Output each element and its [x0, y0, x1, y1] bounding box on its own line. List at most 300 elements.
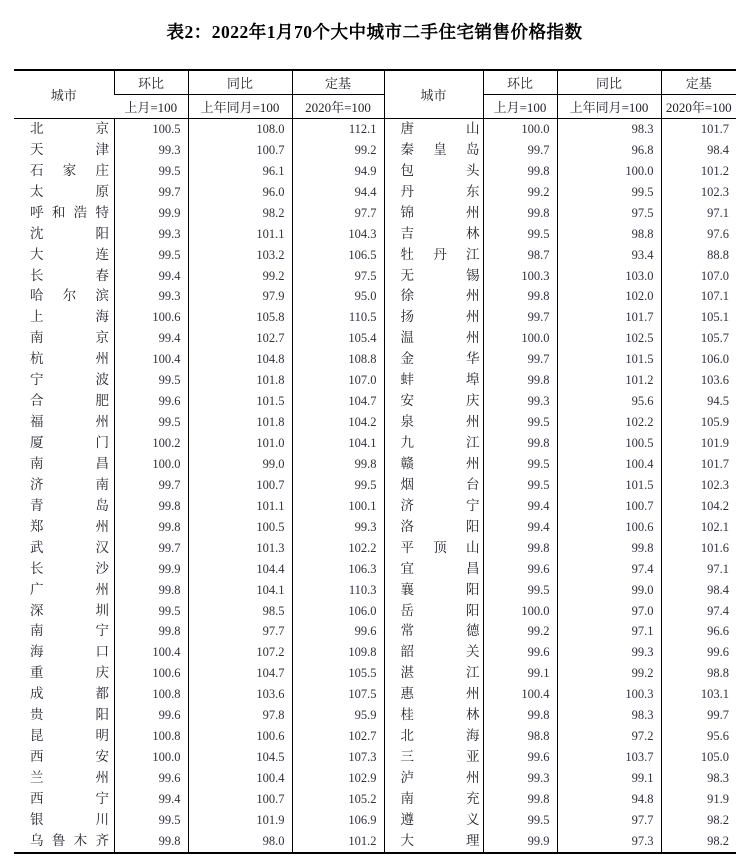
header-mom-left: 环比: [114, 70, 188, 95]
mom-value-left: 99.8: [114, 517, 188, 538]
table-header: [14, 70, 736, 119]
yoy-value-right: 93.4: [557, 245, 661, 266]
city-name: 洛阳: [400, 518, 480, 534]
mom-value-left: 100.2: [114, 433, 188, 454]
fixedbase-value-left: 110.3: [292, 580, 384, 601]
table-row: [14, 726, 736, 747]
mom-value-left: 99.4: [114, 266, 188, 287]
city-cell-right: [384, 810, 483, 831]
table-row: [14, 161, 736, 182]
city-name: 惠州: [400, 686, 480, 702]
mom-value-right: 99.3: [483, 391, 557, 412]
mom-value-left: 99.8: [114, 622, 188, 643]
fixedbase-value-right: 98.2: [661, 831, 736, 853]
table-row: [14, 203, 736, 224]
city-cell-right: [384, 768, 483, 789]
fixedbase-value-right: 99.7: [661, 705, 736, 726]
city-name: 南宁: [30, 623, 109, 639]
mom-value-right: 100.4: [483, 684, 557, 705]
mom-value-left: 99.8: [114, 831, 188, 853]
table-title: 表2：2022年1月70个大中城市二手住宅销售价格指数: [166, 22, 583, 42]
yoy-value-left: 104.5: [188, 747, 292, 768]
city-cell-left: [14, 349, 114, 370]
city-cell-right: [384, 328, 483, 349]
city-cell-left: [14, 140, 114, 161]
city-cell-left: [14, 245, 114, 266]
city-cell-left: [14, 601, 114, 622]
table-row: [14, 831, 736, 853]
city-cell-right: [384, 433, 483, 454]
city-cell-left: [14, 182, 114, 203]
city-name: 合肥: [30, 393, 109, 409]
yoy-value-right: 99.5: [557, 182, 661, 203]
fixedbase-value-right: 98.8: [661, 663, 736, 684]
mom-value-left: 100.8: [114, 726, 188, 747]
fixedbase-value-left: 104.1: [292, 433, 384, 454]
yoy-value-right: 97.1: [557, 622, 661, 643]
city-cell-left: [14, 454, 114, 475]
mom-value-right: 99.5: [483, 412, 557, 433]
city-cell-left: [14, 810, 114, 831]
city-name: 太原: [30, 183, 109, 199]
city-name: 济宁: [400, 497, 480, 513]
mom-value-left: 99.7: [114, 182, 188, 203]
fixedbase-value-right: 101.2: [661, 161, 736, 182]
city-cell-right: [384, 496, 483, 517]
yoy-value-right: 97.5: [557, 203, 661, 224]
city-cell-left: [14, 663, 114, 684]
yoy-value-left: 101.8: [188, 412, 292, 433]
mom-value-right: 99.5: [483, 454, 557, 475]
fixedbase-value-right: 101.9: [661, 433, 736, 454]
yoy-value-right: 100.6: [557, 517, 661, 538]
city-name: 赣州: [400, 455, 480, 471]
city-cell-left: [14, 224, 114, 245]
city-cell-left: [14, 370, 114, 391]
fixedbase-value-left: 99.8: [292, 454, 384, 475]
city-name: 锦州: [400, 204, 480, 220]
mom-value-right: 99.4: [483, 496, 557, 517]
mom-value-left: 99.8: [114, 496, 188, 517]
city-cell-right: [384, 287, 483, 308]
table-row: [14, 705, 736, 726]
mom-value-left: 100.0: [114, 454, 188, 475]
fixedbase-value-left: 104.7: [292, 391, 384, 412]
table-row: [14, 768, 736, 789]
header-yoy-base-right: 上年同月=100: [557, 95, 661, 119]
yoy-value-left: 98.2: [188, 203, 292, 224]
yoy-value-left: 97.9: [188, 287, 292, 308]
fixedbase-value-left: 105.5: [292, 663, 384, 684]
mom-value-left: 99.3: [114, 224, 188, 245]
fixedbase-value-left: 106.0: [292, 601, 384, 622]
fixedbase-value-left: 101.2: [292, 831, 384, 853]
city-name: 包头: [400, 162, 480, 178]
city-name: 蚌埠: [400, 372, 480, 388]
mom-value-left: 100.8: [114, 684, 188, 705]
table-row: [14, 559, 736, 580]
table-row: [14, 601, 736, 622]
yoy-value-right: 99.2: [557, 663, 661, 684]
city-name: 襄阳: [400, 581, 480, 597]
yoy-value-left: 107.2: [188, 642, 292, 663]
city-cell-left: [14, 642, 114, 663]
city-cell-right: [384, 726, 483, 747]
yoy-value-right: 100.5: [557, 433, 661, 454]
city-name: 武汉: [30, 539, 109, 555]
yoy-value-left: 99.2: [188, 266, 292, 287]
table-row: [14, 454, 736, 475]
city-cell-left: [14, 161, 114, 182]
city-cell-left: [14, 538, 114, 559]
mom-value-left: 99.6: [114, 391, 188, 412]
city-cell-left: [14, 391, 114, 412]
yoy-value-right: 97.0: [557, 601, 661, 622]
yoy-value-right: 101.5: [557, 349, 661, 370]
city-cell-right: [384, 266, 483, 287]
city-name: 温州: [400, 330, 480, 346]
city-name: 无锡: [400, 267, 480, 283]
city-cell-left: [14, 831, 114, 853]
yoy-value-right: 97.3: [557, 831, 661, 853]
city-cell-right: [384, 307, 483, 328]
header-fixedbase-base-left: 2020年=100: [292, 95, 384, 119]
city-name: 海口: [30, 644, 109, 660]
fixedbase-value-left: 107.0: [292, 370, 384, 391]
fixedbase-value-left: 102.7: [292, 726, 384, 747]
yoy-value-left: 97.7: [188, 622, 292, 643]
city-cell-left: [14, 684, 114, 705]
fixedbase-value-left: 94.4: [292, 182, 384, 203]
yoy-value-right: 103.0: [557, 266, 661, 287]
yoy-value-left: 104.4: [188, 559, 292, 580]
city-name: 青岛: [30, 497, 109, 513]
fixedbase-value-right: 102.3: [661, 182, 736, 203]
city-cell-right: [384, 601, 483, 622]
table-row: [14, 538, 736, 559]
yoy-value-left: 100.5: [188, 517, 292, 538]
header-fixedbase-right: 定基: [661, 70, 736, 95]
fixedbase-value-left: 102.9: [292, 768, 384, 789]
city-name: 南昌: [30, 455, 109, 471]
fixedbase-value-right: 96.6: [661, 622, 736, 643]
fixedbase-value-right: 98.4: [661, 580, 736, 601]
fixedbase-value-left: 107.5: [292, 684, 384, 705]
city-cell-right: [384, 140, 483, 161]
yoy-value-left: 105.8: [188, 307, 292, 328]
city-name: 兰州: [30, 770, 109, 786]
city-cell-right: [384, 245, 483, 266]
city-cell-right: [384, 789, 483, 810]
table-row: [14, 245, 736, 266]
city-name: 重庆: [30, 665, 109, 681]
yoy-value-left: 101.5: [188, 391, 292, 412]
city-cell-left: [14, 203, 114, 224]
table-row: [14, 496, 736, 517]
table-row: [14, 287, 736, 308]
yoy-value-left: 104.7: [188, 663, 292, 684]
yoy-value-left: 103.6: [188, 684, 292, 705]
yoy-value-left: 101.0: [188, 433, 292, 454]
city-cell-right: [384, 705, 483, 726]
fixedbase-value-right: 99.6: [661, 642, 736, 663]
fixedbase-value-right: 94.5: [661, 391, 736, 412]
mom-value-right: 98.7: [483, 245, 557, 266]
yoy-value-right: 100.3: [557, 684, 661, 705]
city-cell-right: [384, 580, 483, 601]
header-mom-base-left: 上月=100: [114, 95, 188, 119]
fixedbase-value-right: 95.6: [661, 726, 736, 747]
fixedbase-value-right: 105.1: [661, 307, 736, 328]
fixedbase-value-left: 104.2: [292, 412, 384, 433]
city-cell-right: [384, 747, 483, 768]
table-row: [14, 391, 736, 412]
city-cell-left: [14, 705, 114, 726]
city-name: 南充: [400, 790, 480, 806]
city-cell-right: [384, 391, 483, 412]
city-name: 贵阳: [30, 707, 109, 723]
city-name: 牡丹江: [400, 246, 480, 262]
fixedbase-value-left: 100.1: [292, 496, 384, 517]
mom-value-left: 100.6: [114, 307, 188, 328]
mom-value-right: 99.5: [483, 475, 557, 496]
city-name: 广州: [30, 581, 109, 597]
yoy-value-left: 97.8: [188, 705, 292, 726]
city-name: 沈阳: [30, 225, 109, 241]
yoy-value-right: 94.8: [557, 789, 661, 810]
table-row: [14, 663, 736, 684]
yoy-value-left: 104.1: [188, 580, 292, 601]
mom-value-right: 100.3: [483, 266, 557, 287]
city-cell-right: [384, 349, 483, 370]
fixedbase-value-right: 107.0: [661, 266, 736, 287]
yoy-value-right: 98.3: [557, 705, 661, 726]
mom-value-left: 99.5: [114, 810, 188, 831]
yoy-value-right: 102.2: [557, 412, 661, 433]
yoy-value-left: 101.3: [188, 538, 292, 559]
mom-value-right: 99.5: [483, 224, 557, 245]
city-name: 平顶山: [400, 539, 480, 555]
mom-value-right: 99.8: [483, 433, 557, 454]
fixedbase-value-right: 91.9: [661, 789, 736, 810]
city-name: 烟台: [400, 476, 480, 492]
city-name: 石家庄: [30, 162, 109, 178]
city-cell-left: [14, 433, 114, 454]
table-row: [14, 119, 736, 140]
yoy-value-right: 97.7: [557, 810, 661, 831]
city-cell-right: [384, 475, 483, 496]
table-row: [14, 307, 736, 328]
fixedbase-value-left: 105.2: [292, 789, 384, 810]
fixedbase-value-right: 103.6: [661, 370, 736, 391]
city-name: 北海: [400, 728, 480, 744]
city-name: 安庆: [400, 393, 480, 409]
fixedbase-value-left: 106.3: [292, 559, 384, 580]
mom-value-right: 100.0: [483, 601, 557, 622]
city-name: 大连: [30, 246, 109, 262]
city-name: 成都: [30, 686, 109, 702]
city-cell-right: [384, 622, 483, 643]
city-cell-right: [384, 684, 483, 705]
yoy-value-left: 101.8: [188, 370, 292, 391]
yoy-value-right: 97.2: [557, 726, 661, 747]
mom-value-right: 99.4: [483, 517, 557, 538]
yoy-value-left: 98.0: [188, 831, 292, 853]
fixedbase-value-left: 106.5: [292, 245, 384, 266]
mom-value-left: 100.4: [114, 642, 188, 663]
header-yoy-base-left: 上年同月=100: [188, 95, 292, 119]
table-row: [14, 517, 736, 538]
fixedbase-value-left: 108.8: [292, 349, 384, 370]
fixedbase-value-right: 97.1: [661, 559, 736, 580]
city-name: 徐州: [400, 288, 480, 304]
city-name: 郑州: [30, 518, 109, 534]
mom-value-left: 100.0: [114, 747, 188, 768]
city-name: 三亚: [400, 749, 480, 765]
fixedbase-value-right: 97.4: [661, 601, 736, 622]
city-name: 北京: [30, 120, 109, 136]
mom-value-right: 99.9: [483, 831, 557, 853]
city-name: 秦皇岛: [400, 141, 480, 157]
fixedbase-value-left: 99.6: [292, 622, 384, 643]
table-row: [14, 328, 736, 349]
header-fixedbase-base-right: 2020年=100: [661, 95, 736, 119]
city-cell-left: [14, 287, 114, 308]
yoy-value-left: 99.0: [188, 454, 292, 475]
fixedbase-value-left: 99.5: [292, 475, 384, 496]
yoy-value-right: 102.0: [557, 287, 661, 308]
mom-value-right: 99.8: [483, 789, 557, 810]
city-cell-left: [14, 412, 114, 433]
fixedbase-value-left: 102.2: [292, 538, 384, 559]
fixedbase-value-right: 107.1: [661, 287, 736, 308]
yoy-value-right: 100.4: [557, 454, 661, 475]
yoy-value-left: 104.8: [188, 349, 292, 370]
yoy-value-right: 97.4: [557, 559, 661, 580]
table-row: [14, 266, 736, 287]
header-yoy-left: 同比: [188, 70, 292, 95]
fixedbase-value-left: 97.5: [292, 266, 384, 287]
yoy-value-right: 99.3: [557, 642, 661, 663]
mom-value-left: 99.5: [114, 370, 188, 391]
yoy-value-left: 98.5: [188, 601, 292, 622]
fixedbase-value-right: 101.7: [661, 454, 736, 475]
mom-value-left: 99.7: [114, 475, 188, 496]
fixedbase-value-left: 97.7: [292, 203, 384, 224]
city-name: 吉林: [400, 225, 480, 241]
mom-value-right: 99.8: [483, 370, 557, 391]
mom-value-left: 99.5: [114, 245, 188, 266]
city-name: 长沙: [30, 560, 109, 576]
fixedbase-value-left: 110.5: [292, 307, 384, 328]
table-row: [14, 789, 736, 810]
city-cell-left: [14, 496, 114, 517]
table-row: [14, 412, 736, 433]
mom-value-right: 99.8: [483, 203, 557, 224]
city-name: 九江: [400, 435, 480, 451]
fixedbase-value-left: 107.3: [292, 747, 384, 768]
header-mom-right: 环比: [483, 70, 557, 95]
table-row: [14, 433, 736, 454]
fixedbase-value-left: 112.1: [292, 119, 384, 140]
yoy-value-left: 96.0: [188, 182, 292, 203]
city-name: 厦门: [30, 435, 109, 451]
city-cell-right: [384, 454, 483, 475]
mom-value-right: 99.8: [483, 705, 557, 726]
mom-value-right: 99.1: [483, 663, 557, 684]
city-name: 韶关: [400, 644, 480, 660]
table-row: [14, 182, 736, 203]
city-name: 宜昌: [400, 560, 480, 576]
mom-value-left: 99.9: [114, 559, 188, 580]
city-cell-right: [384, 119, 483, 140]
mom-value-right: 99.2: [483, 182, 557, 203]
city-cell-right: [384, 663, 483, 684]
city-name: 泸州: [400, 770, 480, 786]
table-row: [14, 642, 736, 663]
city-cell-left: [14, 789, 114, 810]
mom-value-right: 98.8: [483, 726, 557, 747]
yoy-value-right: 98.3: [557, 119, 661, 140]
city-name: 济南: [30, 476, 109, 492]
city-cell-left: [14, 747, 114, 768]
city-cell-left: [14, 475, 114, 496]
city-name: 西安: [30, 749, 109, 765]
city-cell-left: [14, 768, 114, 789]
fixedbase-value-right: 103.1: [661, 684, 736, 705]
city-name: 昆明: [30, 728, 109, 744]
mom-value-right: 99.8: [483, 287, 557, 308]
yoy-value-right: 98.8: [557, 224, 661, 245]
city-name: 大理: [400, 832, 480, 848]
city-cell-right: [384, 517, 483, 538]
mom-value-left: 99.3: [114, 140, 188, 161]
mom-value-right: 99.6: [483, 559, 557, 580]
yoy-value-right: 99.1: [557, 768, 661, 789]
yoy-value-right: 100.0: [557, 161, 661, 182]
city-cell-left: [14, 328, 114, 349]
fixedbase-value-right: 102.1: [661, 517, 736, 538]
table-row: [14, 370, 736, 391]
yoy-value-left: 101.1: [188, 496, 292, 517]
mom-value-right: 99.5: [483, 580, 557, 601]
yoy-value-left: 108.0: [188, 119, 292, 140]
yoy-value-right: 99.8: [557, 538, 661, 559]
mom-value-left: 99.6: [114, 768, 188, 789]
yoy-value-left: 101.9: [188, 810, 292, 831]
table-row: [14, 810, 736, 831]
fixedbase-value-right: 101.6: [661, 538, 736, 559]
city-name: 金华: [400, 351, 480, 367]
fixedbase-value-right: 97.6: [661, 224, 736, 245]
fixedbase-value-left: 95.9: [292, 705, 384, 726]
table-row: [14, 684, 736, 705]
city-cell-left: [14, 726, 114, 747]
fixedbase-value-right: 104.2: [661, 496, 736, 517]
city-name: 常德: [400, 623, 480, 639]
yoy-value-right: 101.7: [557, 307, 661, 328]
fixedbase-value-right: 105.7: [661, 328, 736, 349]
fixedbase-value-right: 105.0: [661, 747, 736, 768]
yoy-value-right: 99.0: [557, 580, 661, 601]
city-name: 银川: [30, 811, 109, 827]
fixedbase-value-right: 101.7: [661, 119, 736, 140]
fixedbase-value-left: 105.4: [292, 328, 384, 349]
fixedbase-value-right: 98.2: [661, 810, 736, 831]
header-fixedbase-left: 定基: [292, 70, 384, 95]
fixedbase-value-right: 98.4: [661, 140, 736, 161]
yoy-value-right: 101.5: [557, 475, 661, 496]
